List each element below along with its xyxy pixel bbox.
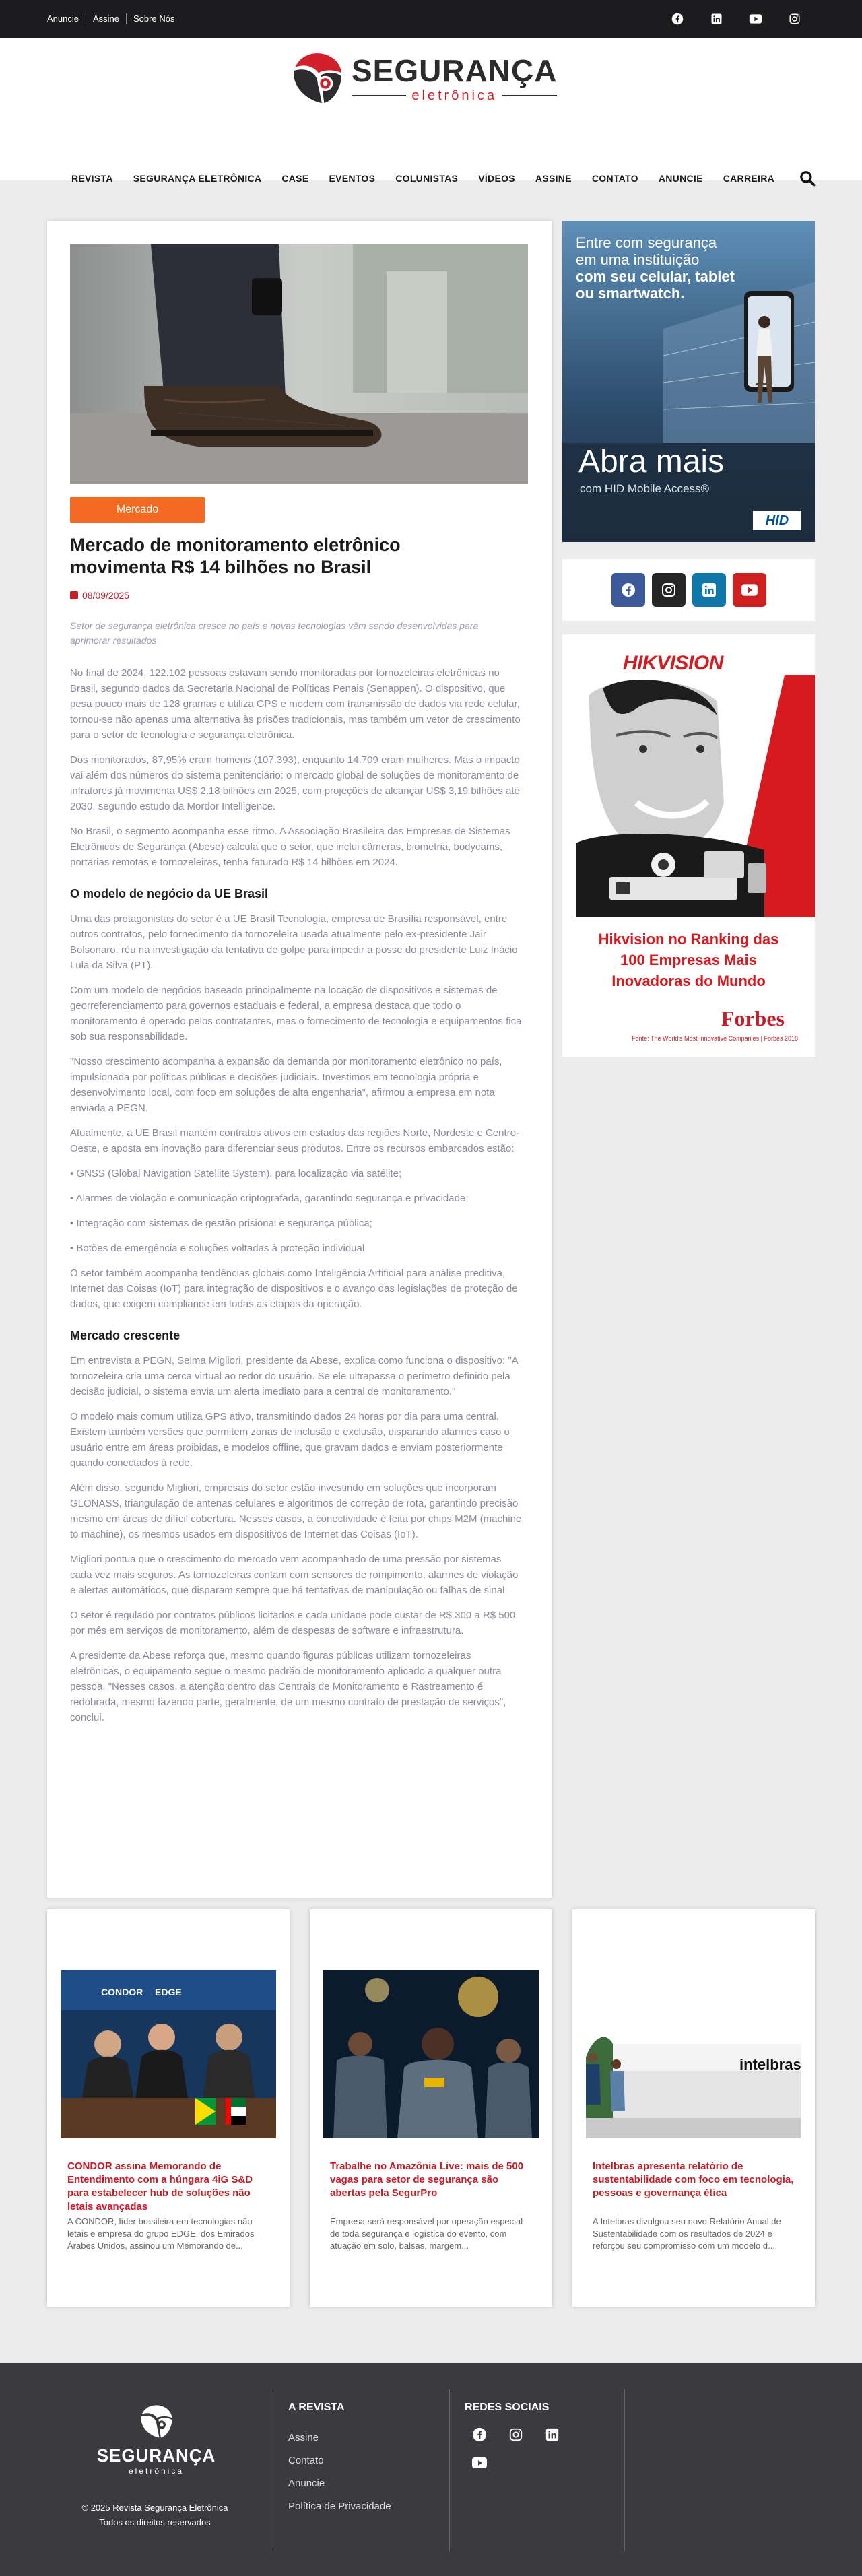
footer-logo-title: SEGURANÇA — [96, 2445, 216, 2466]
article-heading: Mercado crescente — [70, 1329, 180, 1342]
article-paragraph: A presidente da Abese reforça que, mesmo quando figuras públicas utilizam tornozeleiras eletrônicas, o equipamento segue o mesmo padrão de monitoramento aplicado a qualquer outra pessoa. "Nesses casos, a atenção dentro das Centrais de Monitoramento e Rastreamento é redobrada, mesmo fazendo parte, geralmente, de um mesmo contrato de prestação de serviços", conclui. — [70, 1650, 506, 1723]
search-icon[interactable] — [799, 170, 816, 187]
site-logo[interactable] — [288, 50, 557, 108]
footer-divider — [449, 2389, 450, 2551]
article-bullet: • Botões de emergência e soluções voltadas à proteção individual. — [70, 1243, 368, 1254]
instagram-icon[interactable] — [788, 12, 801, 26]
article-paragraph: Atualmente, a UE Brasil mantém contratos ativos em estados das regiões Norte, Nordeste e Centro-Oeste, e aposta em inovação para diferenciar seus produtos. Entre os recursos embarcados estão: — [70, 1127, 519, 1154]
related-card-image — [61, 1970, 276, 2138]
article-title: Mercado de monitoramento eletrônico movimenta R$ 14 bilhões no Brasil — [70, 535, 401, 577]
top-social — [671, 12, 801, 26]
article-paragraph: Dos monitorados, 87,95% eram homens (107.393), enquanto 14.709 eram mulheres. Mas o impacto vai além dos números do sistema penitenciário: o mercado global de soluções de monitoramento de infratores já movimenta US$ 2,18 bilhões em 2025, com projeções de alcançar US$ 3,19 bilhões até 2030, segundo estudo da Mordor Intelligence. — [70, 754, 520, 812]
logo-mark-icon — [288, 50, 346, 108]
logo-subtitle: eletrônica — [352, 88, 557, 104]
related-card[interactable] — [310, 1909, 552, 2307]
article-bullet: • GNSS (Global Navigation Satellite System), para localização via satélite; — [70, 1168, 402, 1179]
article-hero-image — [70, 244, 528, 484]
top-link-sobre[interactable]: Sobre Nós — [126, 13, 181, 24]
nav-revista[interactable]: REVISTA — [71, 173, 113, 184]
article-paragraph: "Nosso crescimento acompanha a expansão da demanda por monitoramento eletrônico no país, impulsionada por políticas públicas e decisões judiciais. Investimos em tecnologia própria e desenvolvimento local, com foco em soluções de alta engenharia", afirmou a empresa em nota enviada a PEGN. — [70, 1056, 502, 1114]
article-subtitle: Setor de segurança eletrônica cresce no país e novas tecnologias vêm sendo desenvolvidas para aprimorar resultados — [70, 620, 479, 646]
svg-text:EDGE: EDGE — [155, 1987, 182, 1997]
related-card-image — [323, 1970, 539, 2138]
article-paragraph: Uma das protagonistas do setor é a UE Brasil Tecnologia, empresa de Brasília responsável, entre outros contratos, pelo fornecimento da tornozeleira usada atualmente pelo ex-presidente Jair Bolsonaro, réu na investigação da tentativa de golpe para impedir a posse do presidente Luiz Inácio Lula da Silva (PT). — [70, 913, 518, 971]
site-footer — [0, 2363, 862, 2576]
forbes-logo: Forbes — [721, 1006, 785, 1030]
hid-ad-cta-sub: com HID Mobile Access® — [580, 482, 710, 495]
footer-col-title: REDES SOCIAIS — [465, 2402, 550, 2413]
linkedin-icon[interactable] — [544, 2426, 560, 2443]
top-bar — [0, 0, 862, 38]
facebook-icon[interactable] — [671, 12, 684, 26]
category-badge[interactable]: Mercado — [70, 497, 205, 523]
calendar-icon — [70, 591, 78, 599]
footer-links — [288, 2426, 391, 2518]
facebook-icon[interactable] — [471, 2426, 488, 2443]
nav-assine[interactable]: ASSINE — [535, 173, 572, 184]
footer-logo[interactable] — [89, 2403, 224, 2476]
footer-copyright-line: © 2025 Revista Segurança Eletrônica — [81, 2503, 228, 2513]
footer-link-privacidade[interactable]: Política de Privacidade — [288, 2501, 391, 2512]
facebook-icon[interactable] — [611, 573, 645, 607]
nav-eventos[interactable]: EVENTOS — [329, 173, 376, 184]
nav-contato[interactable]: CONTATO — [591, 173, 638, 184]
article-date-text: 08/09/2025 — [82, 590, 130, 601]
article-body — [70, 665, 523, 1735]
youtube-icon[interactable] — [733, 573, 766, 607]
footer-copyright — [67, 2501, 242, 2530]
related-card-image — [586, 1970, 801, 2138]
footer-copyright-line: Todos os direitos reservados — [99, 2517, 211, 2528]
nav-seguranca-eletronica[interactable]: SEGURANÇA ELETRÔNICA — [133, 173, 262, 184]
article-paragraph: O modelo mais comum utiliza GPS ativo, transmitindo dados 24 horas por dia para uma central. Existem também versões que permitem zonas de inclusão e exclusão, disparando alarmes caso o usuário entre em áreas proibidas, e modelos offline, que gravam dados e enviam posteriormente quando conectados à rede. — [70, 1411, 510, 1469]
nav-videos[interactable]: VÍDEOS — [478, 173, 515, 184]
article-paragraph: No Brasil, o segmento acompanha esse ritmo. A Associação Brasileira das Empresas de Sistemas Eletrônicos de Segurança (Abese) calcula que o setor, que inclui câmeras, biometria, bodycams, portarias remotas e tornozeleiras, tenha faturado R$ 14 bilhões em 2024. — [70, 826, 510, 868]
article-paragraph: Em entrevista a PEGN, Selma Migliori, presidente da Abese, explica como funciona o dispositivo: "A tornozeleira cria uma cerca virtual ao redor do usuário. Se ele ultrapassa o perímetro definido pela decisão judicial, o sistema envia um alerta imediato para a central de monitoramento." — [70, 1355, 518, 1397]
youtube-icon[interactable] — [749, 12, 762, 26]
related-card-excerpt: A CONDOR, líder brasileira em tecnologias não letais e empresa do grupo EDGE, dos Emirados Árabes Unidos, assinou um Memorando de... — [67, 2216, 255, 2251]
article-paragraph: No final de 2024, 122.102 pessoas estavam sendo monitoradas por tornozeleiras eletrônicas no Brasil, segundo dados da Secretaria Nacional de Políticas Penais (Senappen). O dispositivo, que pesa pouco mais de 128 gramas e utiliza GPS e modem com transmissão de dados via rede celular, tornou-se não apenas uma alternativa às prisões tradicionais, mas também um vetor de crescimento para o setor de tecnologia e segurança eletrônica. — [70, 667, 521, 741]
related-card[interactable] — [47, 1909, 290, 2307]
top-link-assine[interactable]: Assine — [86, 13, 126, 24]
article-paragraph: O setor também acompanha tendências globais como Inteligência Artificial para análise preditiva, Internet das Coisas (IoT) para integração de dispositivos e o avanço das legislações de proteção de dados, que exigem compliance em todas as etapas da operação. — [70, 1267, 518, 1310]
nav-colunistas[interactable]: COLUNISTAS — [395, 173, 459, 184]
article-paragraph: Migliori pontua que o crescimento do mercado vem acompanhado de uma pressão por sistemas cada vez mais seguros. As tornozeleiras contam com sensores de rompimento, alarmes de violação e alertas automáticos, que disparam sempre que há tentativas de manipulação ou falhas de sinal. — [70, 1554, 519, 1596]
hid-ad-line: em uma instituição — [576, 251, 700, 268]
footer-link-anuncie[interactable]: Anuncie — [288, 2478, 325, 2489]
article-paragraph: Além disso, segundo Migliori, empresas do setor estão investindo em soluções que incorporam GLONASS, triangulação de antenas celulares e algoritmos de correção de rota, garantindo precisão mesmo em áreas de difícil cobertura. Nesses casos, a conectividade é feita por chips M2M (machine to machine), os mesmos usados em dispositivos de Internet das Coisas (IoT). — [70, 1482, 522, 1540]
logo-title: SEGURANÇA — [352, 53, 558, 88]
hikvision-ad-source: Fonte: The World's Most Innovative Companies | Forbes 2018 — [632, 1035, 798, 1042]
footer-logo-mark-icon — [137, 2403, 175, 2441]
nav-carreira[interactable]: CARREIRA — [723, 173, 775, 184]
article-bullet: • Alarmes de violação e comunicação criptografada, garantindo segurança e privacidade; — [70, 1193, 469, 1204]
nav-anuncie[interactable]: ANUNCIE — [658, 173, 703, 184]
hid-ad-cta: Abra mais — [578, 444, 725, 480]
footer-divider — [624, 2389, 625, 2551]
related-card-excerpt: A Intelbras divulgou seu novo Relatório Anual de Sustentabilidade com os resultados de 2024 e reforçou seu compromisso com um modelo d... — [593, 2216, 781, 2251]
hikvision-logo: HIKVISION — [623, 652, 723, 674]
instagram-icon[interactable] — [508, 2426, 524, 2443]
related-card-title[interactable]: Trabalhe no Amazônia Live: mais de 500 vagas para setor de segurança são abertas pela SegurPro — [330, 2160, 524, 2199]
related-card[interactable] — [572, 1909, 815, 2307]
sidebar-social — [562, 559, 815, 621]
top-links — [47, 13, 181, 24]
site-header — [0, 38, 862, 184]
hid-ad-line: ou smartwatch. — [576, 285, 685, 302]
svg-text:intelbras: intelbras — [739, 2056, 801, 2073]
footer-logo-subtitle: eletrônica — [128, 2466, 185, 2476]
instagram-icon[interactable] — [652, 573, 686, 607]
footer-col-title: A REVISTA — [288, 2402, 345, 2413]
hikvision-ad-headline: Hikvision no Ranking das 100 Empresas Mais Inovadoras do Mundo — [598, 931, 779, 989]
article-bullet: • Integração com sistemas de gestão prisional e segurança pública; — [70, 1218, 372, 1229]
main-nav — [71, 170, 816, 187]
article-paragraph: Com um modelo de negócios baseado principalmente na locação de dispositivos e sistemas de georreferenciamento para governos estaduais e federal, a empresa destaca que todo o monitoramento é operado pelos contratantes, mas o fornecimento de tecnologia e equipamentos fica sob sua responsabilidade. — [70, 985, 522, 1043]
hid-logo: HID — [753, 511, 801, 530]
hikvision-ad-banner[interactable] — [562, 634, 815, 1057]
linkedin-icon[interactable] — [692, 573, 726, 607]
related-card-excerpt: Empresa será responsável por operação especial de toda segurança e logística do evento, com atuação em solo, balsas, margem... — [330, 2216, 523, 2251]
footer-link-assine[interactable]: Assine — [288, 2432, 319, 2443]
footer-social — [471, 2426, 593, 2471]
article-heading: O modelo de negócio da UE Brasil — [70, 887, 269, 900]
hid-ad-line: com seu celular, tablet — [576, 268, 735, 285]
related-card-title[interactable]: Intelbras apresenta relatório de sustentabilidade com foco em tecnologia, pessoas e governança ética — [593, 2160, 794, 2199]
article-date — [70, 590, 129, 601]
linkedin-icon[interactable] — [710, 12, 723, 26]
svg-text:CONDOR: CONDOR — [101, 1987, 143, 1997]
hid-ad-line: Entre com segurança — [576, 234, 717, 251]
top-link-anuncie[interactable]: Anuncie — [47, 13, 79, 24]
youtube-icon[interactable] — [471, 2455, 488, 2471]
article-paragraph: O setor é regulado por contratos públicos licitados e cada unidade pode custar de R$ 300 a R$ 500 por mês em serviços de monitoramento, além de despesas de software e infraestrutura. — [70, 1610, 516, 1637]
hid-ad-headline — [576, 234, 744, 302]
article-card — [47, 221, 552, 1898]
hid-ad-banner[interactable] — [562, 221, 815, 542]
footer-link-contato[interactable]: Contato — [288, 2455, 324, 2466]
nav-case[interactable]: CASE — [281, 173, 309, 184]
related-card-title[interactable]: CONDOR assina Memorando de Entendimento com a húngara 4iG S&D para estabelecer hub de soluções não letais avançadas — [67, 2160, 253, 2212]
